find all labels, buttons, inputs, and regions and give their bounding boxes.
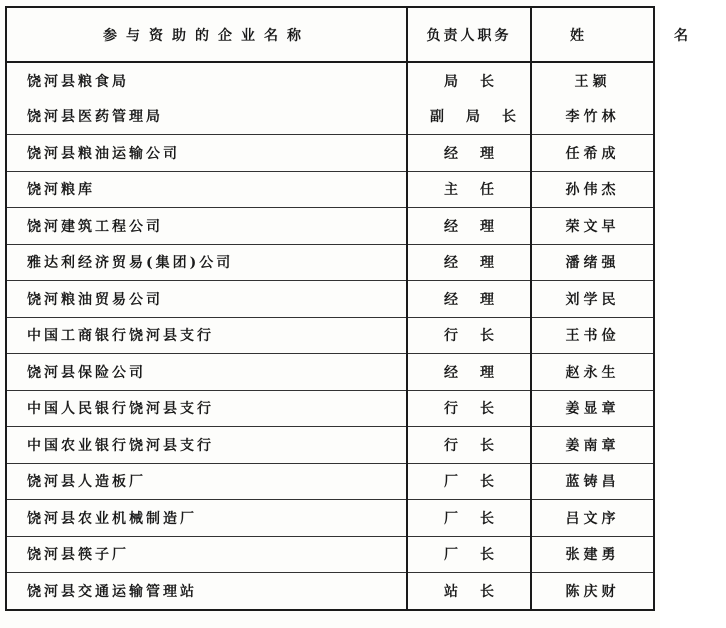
person-name-cell: 赵永生 [531,354,654,391]
organization-cell: 雅达利经济贸易(集团)公司 [6,244,407,281]
position-cell: 经理 [407,281,531,318]
organization-cell: 饶河县农业机械制造厂 [6,500,407,537]
position-cell: 局长 [407,62,531,99]
person-name-cell: 任希成 [531,135,654,172]
table-row [6,281,654,318]
person-name-cell: 荣文早 [531,208,654,245]
table-row [6,573,654,610]
table-row [6,208,654,245]
organization-cell: 中国工商银行饶河县支行 [6,317,407,354]
table-row [6,62,654,99]
table-row [6,317,654,354]
position-cell: 经理 [407,354,531,391]
person-name-cell: 陈庆财 [531,573,654,610]
organization-cell: 中国农业银行饶河县支行 [6,427,407,464]
person-name-cell: 王书俭 [531,317,654,354]
table-row [6,354,654,391]
person-name-cell: 李竹林 [565,109,620,126]
table-row [6,500,654,537]
person-name-cell: 王颖 [531,62,654,99]
position-cell: 经理 [407,244,531,281]
table-row [6,99,654,135]
position-cell: 行长 [407,427,531,464]
position-cell: 副局长 [407,99,531,135]
table-row [6,244,654,281]
table-row [6,135,654,172]
position-cell: 经理 [407,135,531,172]
position-cell: 经理 [407,208,531,245]
header-organization: 参与资助的企业名称 [6,7,407,62]
organization-cell: 饶河县保险公司 [6,354,407,391]
person-name-cell: 张建勇 [531,536,654,573]
organization-cell: 饶河建筑工程公司 [6,208,407,245]
person-name-cell: 潘绪强 [531,244,654,281]
position-cell: 主任 [407,171,531,208]
position-cell: 行长 [407,390,531,427]
header-name: 姓 名 [531,7,654,62]
position-cell: 厂长 [407,500,531,537]
organization-cell: 饶河县粮油运输公司 [6,135,407,172]
organization-cell: 饶河粮库 [6,171,407,208]
position-cell: 厂长 [407,463,531,500]
position-cell: 厂长 [407,536,531,573]
table-row [6,390,654,427]
person-name-cell: 孙伟杰 [531,171,654,208]
table-row [6,536,654,573]
position-cell: 行长 [407,317,531,354]
organization-cell: 饶河县粮食局 [6,62,407,99]
person-name-cell: 吕文序 [531,500,654,537]
table-row [6,463,654,500]
organization-cell: 饶河县筷子厂 [6,536,407,573]
organization-cell: 饶河县医药管理局 [27,109,163,126]
organization-cell: 饶河县人造板厂 [6,463,407,500]
person-name-cell: 蓝铸昌 [531,463,654,500]
organization-cell: 饶河粮油贸易公司 [6,281,407,318]
header-row [6,7,654,62]
sponsor-table [5,6,726,611]
table-row [6,171,654,208]
person-name-cell: 刘学民 [531,281,654,318]
organization-cell: 中国人民银行饶河县支行 [6,390,407,427]
header-position: 负责人职务 [407,7,531,62]
position-cell: 站长 [407,573,531,610]
table-body [6,62,654,610]
table-row [6,427,654,464]
person-name-cell: 姜南章 [531,427,654,464]
organization-cell: 饶河县交通运输管理站 [6,573,407,610]
person-name-cell: 姜显章 [531,390,654,427]
